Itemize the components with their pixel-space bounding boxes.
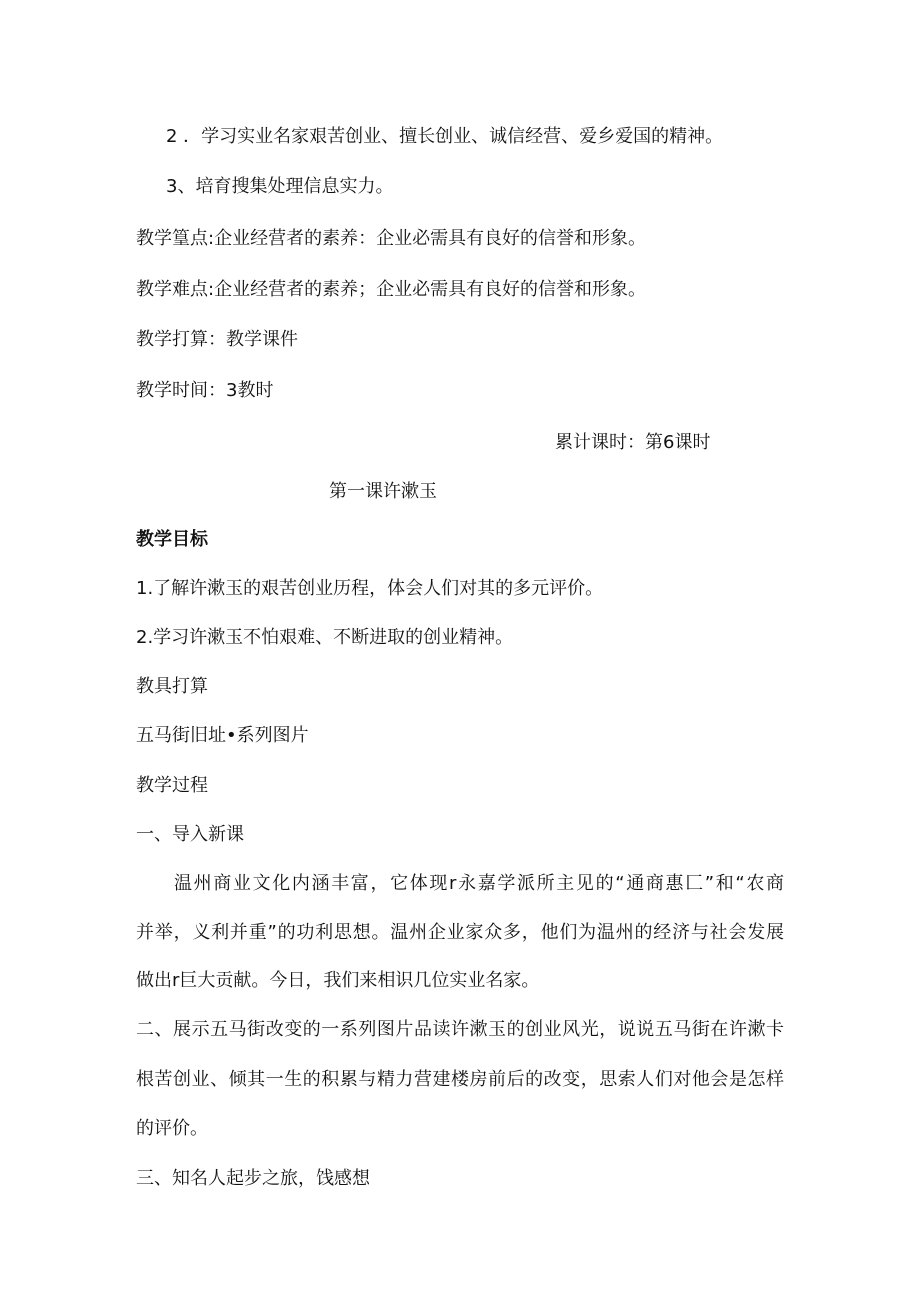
goal-1: 1.了解许漱玉的艰苦创业历程，体会人们对其的多元评价。 [136, 578, 604, 599]
intro-line-3: 做出r巨大贡献。今日，我们来相识几位实业名家。 [136, 970, 540, 991]
goal-2: 2.学习许漱玉不怕艰难、不断进取的创业精神。 [136, 627, 514, 648]
goals-heading: 教学目标 [136, 529, 208, 550]
step-3-heading: 三、知名人起步之旅，饯感想 [136, 1168, 370, 1189]
step-2-line-1: 二、展示五马街改变的一系列图片品读许漱玉的创业风光，说说五马街在许漱卡 [136, 1019, 784, 1040]
tools-heading: 教具打算 [136, 676, 208, 697]
intro-line-2: 并举，义利并重”的功利思想。温州企业家众多，他们为温州的经济与社会发展 [136, 922, 784, 943]
step-1-heading: 一、导入新课 [136, 824, 244, 845]
preparation: 教学打算：教学课件 [136, 329, 298, 350]
difficult-point: 教学难点:企业经营者的素养；企业必需具有良好的信誉和形象。 [136, 279, 647, 300]
tools: 五马街旧址•系列图片 [136, 725, 309, 746]
objective-2: 2 ．学习实业名家艰苦创业、擅长创业、诚信经营、爱乡爱国的精神。 [166, 126, 724, 147]
step-2-line-3: 的评价。 [136, 1118, 208, 1139]
cumulative-lessons: 累计课时：第6课时 [555, 432, 711, 453]
lesson-title: 第一课许漱玉 [329, 481, 437, 502]
objective-3: 3、培育搜集处理信息实力。 [166, 176, 394, 197]
intro-line-1: 温州商业文化内涵丰富，它体现r永嘉学派所主见的“通商惠匚”和“农商 [174, 873, 784, 894]
key-point: 教学篁点:企业经营者的素养：企业必需具有良好的信誉和形象。 [136, 228, 647, 249]
teaching-time: 教学时间：3教时 [136, 380, 274, 401]
process-heading: 教学过程 [136, 775, 208, 796]
step-2-line-2: 根苦创业、倾其一生的积累与精力营建楼房前后的改变，思索人们对他会是怎样 [136, 1069, 784, 1090]
